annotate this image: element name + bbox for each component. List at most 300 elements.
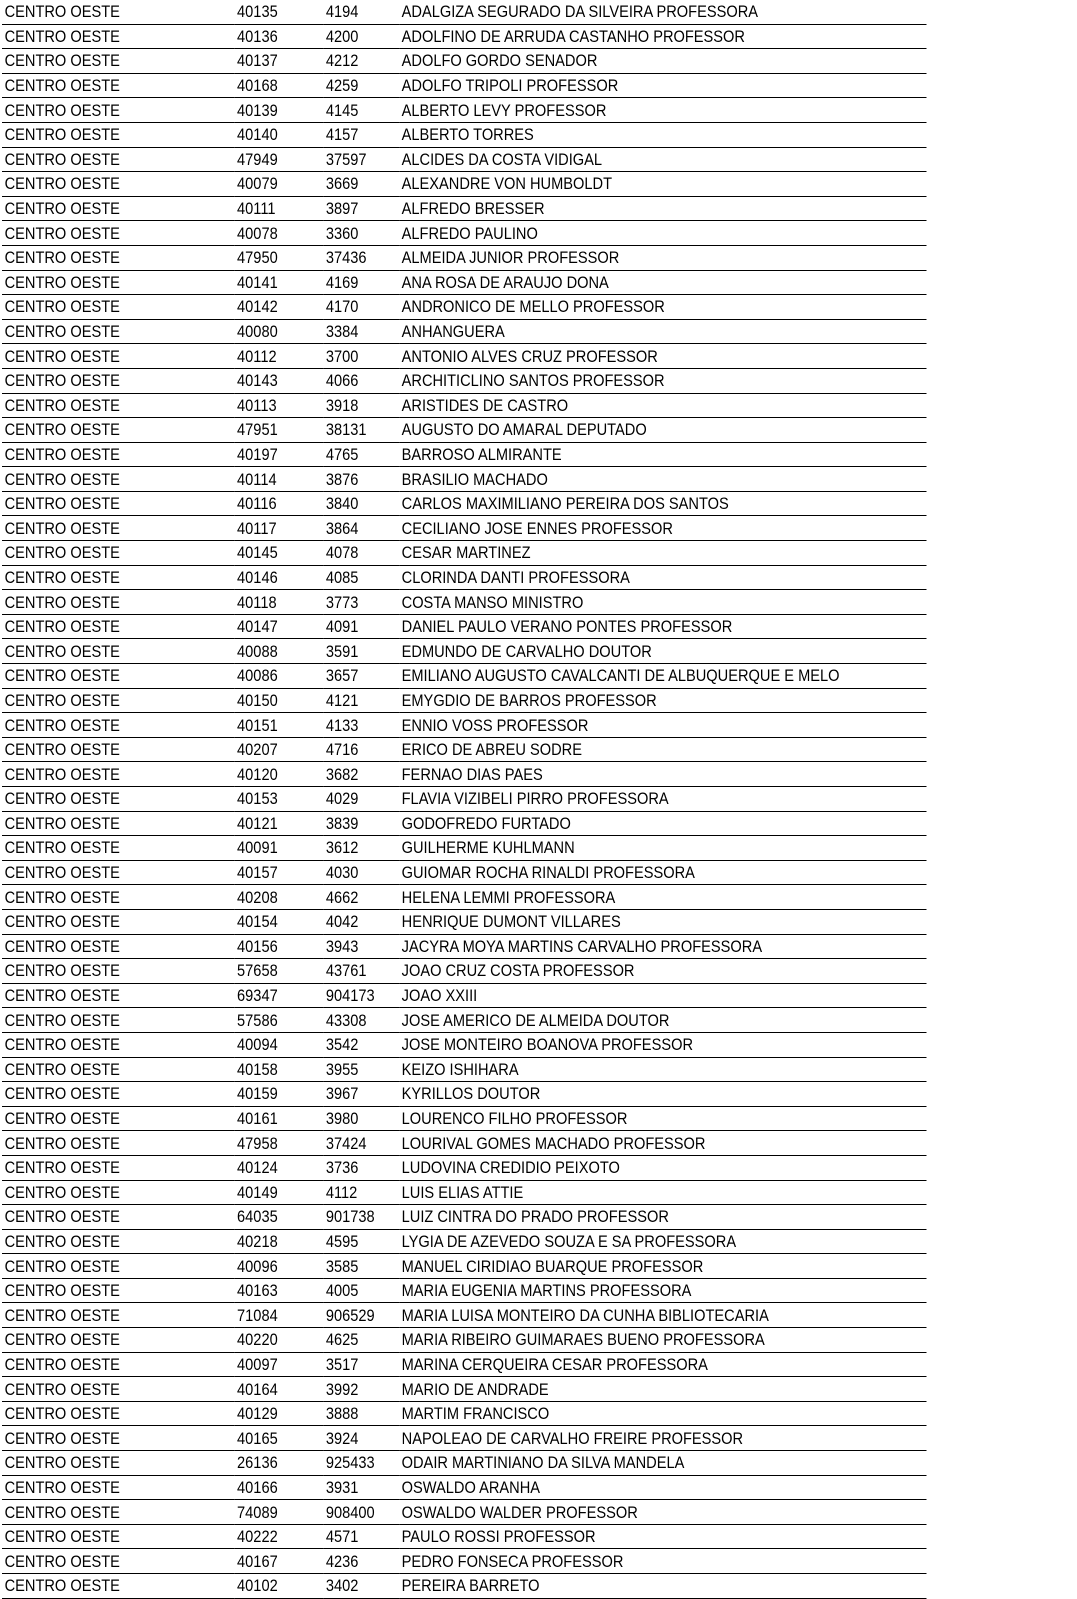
table-row <box>2 1229 927 1254</box>
cie-cell: 3773 <box>323 590 399 615</box>
code-cell: 40207 <box>234 737 323 762</box>
cie-cell: 906529 <box>323 1303 399 1328</box>
table-row <box>2 49 927 74</box>
code-cell: 40097 <box>234 1352 323 1377</box>
school-name-cell: OSWALDO WALDER PROFESSOR <box>399 1500 926 1525</box>
code-cell: 40112 <box>234 344 323 369</box>
table-row <box>2 983 927 1008</box>
cie-cell: 3612 <box>323 836 399 861</box>
code-cell: 40113 <box>234 393 323 418</box>
code-cell: 40137 <box>234 49 323 74</box>
cie-cell: 3657 <box>323 664 399 689</box>
cie-cell: 4042 <box>323 909 399 934</box>
table-row <box>2 393 927 418</box>
school-name-cell: NAPOLEAO DE CARVALHO FREIRE PROFESSOR <box>399 1426 926 1451</box>
cie-cell: 37597 <box>323 147 399 172</box>
table-row <box>2 836 927 861</box>
table-row <box>2 934 927 959</box>
code-cell: 40117 <box>234 516 323 541</box>
cie-cell: 3992 <box>323 1377 399 1402</box>
region-cell: CENTRO OESTE <box>2 541 234 566</box>
region-cell: CENTRO OESTE <box>2 98 234 123</box>
school-name-cell: ANA ROSA DE ARAUJO DONA <box>399 270 926 295</box>
school-name-cell: ALCIDES DA COSTA VIDIGAL <box>399 147 926 172</box>
region-cell: CENTRO OESTE <box>2 1549 234 1574</box>
table-row <box>2 319 927 344</box>
table-row <box>2 24 927 49</box>
region-cell: CENTRO OESTE <box>2 565 234 590</box>
region-cell: CENTRO OESTE <box>2 196 234 221</box>
school-name-cell: GUIOMAR ROCHA RINALDI PROFESSORA <box>399 860 926 885</box>
region-cell: CENTRO OESTE <box>2 1278 234 1303</box>
region-cell: CENTRO OESTE <box>2 491 234 516</box>
region-cell: CENTRO OESTE <box>2 516 234 541</box>
region-cell: CENTRO OESTE <box>2 1008 234 1033</box>
school-name-cell: JACYRA MOYA MARTINS CARVALHO PROFESSORA <box>399 934 926 959</box>
school-name-cell: GODOFREDO FURTADO <box>399 811 926 836</box>
school-name-cell: ARISTIDES DE CASTRO <box>399 393 926 418</box>
code-cell: 71084 <box>234 1303 323 1328</box>
region-cell: CENTRO OESTE <box>2 172 234 197</box>
region-cell: CENTRO OESTE <box>2 688 234 713</box>
table-row <box>2 1352 927 1377</box>
cie-cell: 901738 <box>323 1205 399 1230</box>
table-row <box>2 1155 927 1180</box>
code-cell: 40129 <box>234 1401 323 1426</box>
code-cell: 40136 <box>234 24 323 49</box>
region-cell: CENTRO OESTE <box>2 983 234 1008</box>
table-row <box>2 762 927 787</box>
code-cell: 40146 <box>234 565 323 590</box>
school-name-cell: LUIS ELIAS ATTIE <box>399 1180 926 1205</box>
cie-cell: 3840 <box>323 491 399 516</box>
table-row <box>2 1549 927 1574</box>
region-cell: CENTRO OESTE <box>2 836 234 861</box>
code-cell: 40168 <box>234 73 323 98</box>
code-cell: 40086 <box>234 664 323 689</box>
table-row <box>2 344 927 369</box>
region-cell: CENTRO OESTE <box>2 270 234 295</box>
table-row <box>2 909 927 934</box>
code-cell: 40154 <box>234 909 323 934</box>
table-row <box>2 1475 927 1500</box>
code-cell: 57586 <box>234 1008 323 1033</box>
table-row <box>2 1008 927 1033</box>
school-name-cell: ADALGIZA SEGURADO DA SILVEIRA PROFESSORA <box>399 0 926 24</box>
school-name-cell: BARROSO ALMIRANTE <box>399 442 926 467</box>
code-cell: 40078 <box>234 221 323 246</box>
region-cell: CENTRO OESTE <box>2 49 234 74</box>
region-cell: CENTRO OESTE <box>2 885 234 910</box>
school-name-cell: LOURIVAL GOMES MACHADO PROFESSOR <box>399 1131 926 1156</box>
cie-cell: 3967 <box>323 1082 399 1107</box>
code-cell: 40156 <box>234 934 323 959</box>
code-cell: 40080 <box>234 319 323 344</box>
table-row <box>2 1057 927 1082</box>
cie-cell: 3888 <box>323 1401 399 1426</box>
cie-cell: 4571 <box>323 1524 399 1549</box>
cie-cell: 3980 <box>323 1106 399 1131</box>
cie-cell: 4133 <box>323 713 399 738</box>
school-name-cell: LUIZ CINTRA DO PRADO PROFESSOR <box>399 1205 926 1230</box>
school-name-cell: ODAIR MARTINIANO DA SILVA MANDELA <box>399 1451 926 1476</box>
region-cell: CENTRO OESTE <box>2 295 234 320</box>
school-name-cell: CESAR MARTINEZ <box>399 541 926 566</box>
school-name-cell: HENRIQUE DUMONT VILLARES <box>399 909 926 934</box>
table-row <box>2 885 927 910</box>
region-cell: CENTRO OESTE <box>2 639 234 664</box>
region-cell: CENTRO OESTE <box>2 1131 234 1156</box>
region-cell: CENTRO OESTE <box>2 811 234 836</box>
region-cell: CENTRO OESTE <box>2 1401 234 1426</box>
table-row <box>2 664 927 689</box>
table-body <box>2 0 927 1598</box>
region-cell: CENTRO OESTE <box>2 959 234 984</box>
cie-cell: 43761 <box>323 959 399 984</box>
table-row <box>2 196 927 221</box>
school-name-cell: ADOLFO TRIPOLI PROFESSOR <box>399 73 926 98</box>
cie-cell: 3669 <box>323 172 399 197</box>
code-cell: 40166 <box>234 1475 323 1500</box>
school-name-cell: MARTIM FRANCISCO <box>399 1401 926 1426</box>
cie-cell: 3864 <box>323 516 399 541</box>
cie-cell: 4029 <box>323 787 399 812</box>
region-cell: CENTRO OESTE <box>2 467 234 492</box>
code-cell: 40145 <box>234 541 323 566</box>
cie-cell: 4662 <box>323 885 399 910</box>
code-cell: 40091 <box>234 836 323 861</box>
code-cell: 40220 <box>234 1328 323 1353</box>
school-name-cell: PAULO ROSSI PROFESSOR <box>399 1524 926 1549</box>
school-name-cell: COSTA MANSO MINISTRO <box>399 590 926 615</box>
cie-cell: 4066 <box>323 368 399 393</box>
cie-cell: 3542 <box>323 1032 399 1057</box>
school-name-cell: CARLOS MAXIMILIANO PEREIRA DOS SANTOS <box>399 491 926 516</box>
cie-cell: 3918 <box>323 393 399 418</box>
school-name-cell: ARCHITICLINO SANTOS PROFESSOR <box>399 368 926 393</box>
school-name-cell: EMYGDIO DE BARROS PROFESSOR <box>399 688 926 713</box>
code-cell: 47950 <box>234 245 323 270</box>
table-row <box>2 1328 927 1353</box>
school-name-cell: MARIA EUGENIA MARTINS PROFESSORA <box>399 1278 926 1303</box>
code-cell: 40096 <box>234 1254 323 1279</box>
school-name-cell: ALFREDO BRESSER <box>399 196 926 221</box>
region-cell: CENTRO OESTE <box>2 762 234 787</box>
cie-cell: 4595 <box>323 1229 399 1254</box>
table-row <box>2 1401 927 1426</box>
region-cell: CENTRO OESTE <box>2 122 234 147</box>
cie-cell: 37424 <box>323 1131 399 1156</box>
school-name-cell: ENNIO VOSS PROFESSOR <box>399 713 926 738</box>
school-name-cell: PEREIRA BARRETO <box>399 1574 926 1599</box>
cie-cell: 4030 <box>323 860 399 885</box>
region-cell: CENTRO OESTE <box>2 1229 234 1254</box>
table-row <box>2 1032 927 1057</box>
cie-cell: 3384 <box>323 319 399 344</box>
code-cell: 40164 <box>234 1377 323 1402</box>
table-row <box>2 1106 927 1131</box>
cie-cell: 4169 <box>323 270 399 295</box>
school-name-cell: ALEXANDRE VON HUMBOLDT <box>399 172 926 197</box>
code-cell: 40102 <box>234 1574 323 1599</box>
table-row <box>2 73 927 98</box>
table-row <box>2 245 927 270</box>
school-name-cell: ALBERTO TORRES <box>399 122 926 147</box>
school-name-cell: MARINA CERQUEIRA CESAR PROFESSORA <box>399 1352 926 1377</box>
cie-cell: 4091 <box>323 614 399 639</box>
cie-cell: 38131 <box>323 418 399 443</box>
school-list-table <box>2 0 927 1599</box>
code-cell: 40167 <box>234 1549 323 1574</box>
school-name-cell: CECILIANO JOSE ENNES PROFESSOR <box>399 516 926 541</box>
cie-cell: 904173 <box>323 983 399 1008</box>
table-row <box>2 368 927 393</box>
cie-cell: 3517 <box>323 1352 399 1377</box>
table-row <box>2 1500 927 1525</box>
cie-cell: 4170 <box>323 295 399 320</box>
cie-cell: 3591 <box>323 639 399 664</box>
region-cell: CENTRO OESTE <box>2 614 234 639</box>
code-cell: 40094 <box>234 1032 323 1057</box>
cie-cell: 4145 <box>323 98 399 123</box>
cie-cell: 4259 <box>323 73 399 98</box>
cie-cell: 908400 <box>323 1500 399 1525</box>
code-cell: 40208 <box>234 885 323 910</box>
code-cell: 40111 <box>234 196 323 221</box>
code-cell: 74089 <box>234 1500 323 1525</box>
code-cell: 40135 <box>234 0 323 24</box>
table-row <box>2 1303 927 1328</box>
region-cell: CENTRO OESTE <box>2 393 234 418</box>
school-name-cell: JOSE AMERICO DE ALMEIDA DOUTOR <box>399 1008 926 1033</box>
school-name-cell: MARIO DE ANDRADE <box>399 1377 926 1402</box>
table-row <box>2 1205 927 1230</box>
region-cell: CENTRO OESTE <box>2 73 234 98</box>
code-cell: 40141 <box>234 270 323 295</box>
region-cell: CENTRO OESTE <box>2 319 234 344</box>
table-row <box>2 122 927 147</box>
school-name-cell: ANHANGUERA <box>399 319 926 344</box>
school-name-cell: CLORINDA DANTI PROFESSORA <box>399 565 926 590</box>
code-cell: 57658 <box>234 959 323 984</box>
school-name-cell: ALBERTO LEVY PROFESSOR <box>399 98 926 123</box>
school-name-cell: JOSE MONTEIRO BOANOVA PROFESSOR <box>399 1032 926 1057</box>
code-cell: 40124 <box>234 1155 323 1180</box>
table-row <box>2 614 927 639</box>
table-row <box>2 147 927 172</box>
code-cell: 40121 <box>234 811 323 836</box>
cie-cell: 3700 <box>323 344 399 369</box>
school-name-cell: ADOLFINO DE ARRUDA CASTANHO PROFESSOR <box>399 24 926 49</box>
code-cell: 40149 <box>234 1180 323 1205</box>
school-name-cell: ADOLFO GORDO SENADOR <box>399 49 926 74</box>
cie-cell: 43308 <box>323 1008 399 1033</box>
region-cell: CENTRO OESTE <box>2 787 234 812</box>
table-row <box>2 565 927 590</box>
school-name-cell: KEIZO ISHIHARA <box>399 1057 926 1082</box>
cie-cell: 4200 <box>323 24 399 49</box>
code-cell: 40143 <box>234 368 323 393</box>
school-name-cell: JOAO CRUZ COSTA PROFESSOR <box>399 959 926 984</box>
code-cell: 40161 <box>234 1106 323 1131</box>
region-cell: CENTRO OESTE <box>2 1328 234 1353</box>
region-cell: CENTRO OESTE <box>2 1254 234 1279</box>
table-row <box>2 860 927 885</box>
cie-cell: 925433 <box>323 1451 399 1476</box>
cie-cell: 3402 <box>323 1574 399 1599</box>
table-row <box>2 172 927 197</box>
school-name-cell: ERICO DE ABREU SODRE <box>399 737 926 762</box>
cie-cell: 4212 <box>323 49 399 74</box>
table-row <box>2 688 927 713</box>
school-name-cell: BRASILIO MACHADO <box>399 467 926 492</box>
school-name-cell: ALFREDO PAULINO <box>399 221 926 246</box>
code-cell: 47949 <box>234 147 323 172</box>
region-cell: CENTRO OESTE <box>2 1057 234 1082</box>
code-cell: 26136 <box>234 1451 323 1476</box>
cie-cell: 37436 <box>323 245 399 270</box>
table-row <box>2 270 927 295</box>
code-cell: 40079 <box>234 172 323 197</box>
cie-cell: 3924 <box>323 1426 399 1451</box>
table-row <box>2 1426 927 1451</box>
region-cell: CENTRO OESTE <box>2 1451 234 1476</box>
region-cell: CENTRO OESTE <box>2 1352 234 1377</box>
code-cell: 40222 <box>234 1524 323 1549</box>
code-cell: 40140 <box>234 122 323 147</box>
cie-cell: 4005 <box>323 1278 399 1303</box>
region-cell: CENTRO OESTE <box>2 590 234 615</box>
table-row <box>2 418 927 443</box>
code-cell: 40158 <box>234 1057 323 1082</box>
cie-cell: 3897 <box>323 196 399 221</box>
school-name-cell: PEDRO FONSECA PROFESSOR <box>399 1549 926 1574</box>
code-cell: 40165 <box>234 1426 323 1451</box>
cie-cell: 4194 <box>323 0 399 24</box>
table-row <box>2 541 927 566</box>
code-cell: 40142 <box>234 295 323 320</box>
table-row <box>2 467 927 492</box>
region-cell: CENTRO OESTE <box>2 860 234 885</box>
school-name-cell: MARIA RIBEIRO GUIMARAES BUENO PROFESSORA <box>399 1328 926 1353</box>
code-cell: 40147 <box>234 614 323 639</box>
table-row <box>2 959 927 984</box>
school-name-cell: ALMEIDA JUNIOR PROFESSOR <box>399 245 926 270</box>
table-row <box>2 221 927 246</box>
code-cell: 64035 <box>234 1205 323 1230</box>
region-cell: CENTRO OESTE <box>2 934 234 959</box>
school-name-cell: FLAVIA VIZIBELI PIRRO PROFESSORA <box>399 787 926 812</box>
code-cell: 40088 <box>234 639 323 664</box>
school-name-cell: ANDRONICO DE MELLO PROFESSOR <box>399 295 926 320</box>
table-row <box>2 1574 927 1599</box>
cie-cell: 4716 <box>323 737 399 762</box>
cie-cell: 3736 <box>323 1155 399 1180</box>
cie-cell: 3931 <box>323 1475 399 1500</box>
region-cell: CENTRO OESTE <box>2 442 234 467</box>
region-cell: CENTRO OESTE <box>2 1377 234 1402</box>
table-row <box>2 1131 927 1156</box>
school-name-cell: AUGUSTO DO AMARAL DEPUTADO <box>399 418 926 443</box>
region-cell: CENTRO OESTE <box>2 1426 234 1451</box>
region-cell: CENTRO OESTE <box>2 221 234 246</box>
school-name-cell: JOAO XXIII <box>399 983 926 1008</box>
table-row <box>2 1451 927 1476</box>
table-row <box>2 98 927 123</box>
code-cell: 40120 <box>234 762 323 787</box>
school-name-cell: FERNAO DIAS PAES <box>399 762 926 787</box>
school-name-cell: GUILHERME KUHLMANN <box>399 836 926 861</box>
region-cell: CENTRO OESTE <box>2 1032 234 1057</box>
code-cell: 40218 <box>234 1229 323 1254</box>
school-name-cell: MARIA LUISA MONTEIRO DA CUNHA BIBLIOTECARIA <box>399 1303 926 1328</box>
school-name-cell: EDMUNDO DE CARVALHO DOUTOR <box>399 639 926 664</box>
code-cell: 40153 <box>234 787 323 812</box>
school-name-cell: HELENA LEMMI PROFESSORA <box>399 885 926 910</box>
code-cell: 69347 <box>234 983 323 1008</box>
table-row <box>2 1524 927 1549</box>
code-cell: 47951 <box>234 418 323 443</box>
cie-cell: 4236 <box>323 1549 399 1574</box>
cie-cell: 3955 <box>323 1057 399 1082</box>
table-row <box>2 516 927 541</box>
school-name-cell: EMILIANO AUGUSTO CAVALCANTI DE ALBUQUERQUE E MELO <box>399 664 926 689</box>
table-row <box>2 737 927 762</box>
school-name-cell: LUDOVINA CREDIDIO PEIXOTO <box>399 1155 926 1180</box>
region-cell: CENTRO OESTE <box>2 1205 234 1230</box>
region-cell: CENTRO OESTE <box>2 664 234 689</box>
region-cell: CENTRO OESTE <box>2 909 234 934</box>
table-row <box>2 811 927 836</box>
school-name-cell: LOURENCO FILHO PROFESSOR <box>399 1106 926 1131</box>
table-row <box>2 713 927 738</box>
table-row <box>2 0 927 24</box>
table-row <box>2 1180 927 1205</box>
region-cell: CENTRO OESTE <box>2 368 234 393</box>
school-name-cell: KYRILLOS DOUTOR <box>399 1082 926 1107</box>
code-cell: 40157 <box>234 860 323 885</box>
school-name-cell: OSWALDO ARANHA <box>399 1475 926 1500</box>
region-cell: CENTRO OESTE <box>2 1475 234 1500</box>
region-cell: CENTRO OESTE <box>2 1106 234 1131</box>
region-cell: CENTRO OESTE <box>2 1574 234 1599</box>
code-cell: 40118 <box>234 590 323 615</box>
region-cell: CENTRO OESTE <box>2 1082 234 1107</box>
table-row <box>2 442 927 467</box>
code-cell: 40139 <box>234 98 323 123</box>
cie-cell: 3682 <box>323 762 399 787</box>
region-cell: CENTRO OESTE <box>2 1524 234 1549</box>
school-name-cell: ANTONIO ALVES CRUZ PROFESSOR <box>399 344 926 369</box>
code-cell: 40197 <box>234 442 323 467</box>
table-row <box>2 639 927 664</box>
school-name-cell: MANUEL CIRIDIAO BUARQUE PROFESSOR <box>399 1254 926 1279</box>
table-row <box>2 491 927 516</box>
region-cell: CENTRO OESTE <box>2 713 234 738</box>
cie-cell: 4085 <box>323 565 399 590</box>
region-cell: CENTRO OESTE <box>2 737 234 762</box>
table-row <box>2 1278 927 1303</box>
region-cell: CENTRO OESTE <box>2 1155 234 1180</box>
code-cell: 47958 <box>234 1131 323 1156</box>
region-cell: CENTRO OESTE <box>2 147 234 172</box>
region-cell: CENTRO OESTE <box>2 1180 234 1205</box>
school-name-cell: LYGIA DE AZEVEDO SOUZA E SA PROFESSORA <box>399 1229 926 1254</box>
table-row <box>2 1082 927 1107</box>
cie-cell: 3876 <box>323 467 399 492</box>
cie-cell: 4765 <box>323 442 399 467</box>
region-cell: CENTRO OESTE <box>2 24 234 49</box>
